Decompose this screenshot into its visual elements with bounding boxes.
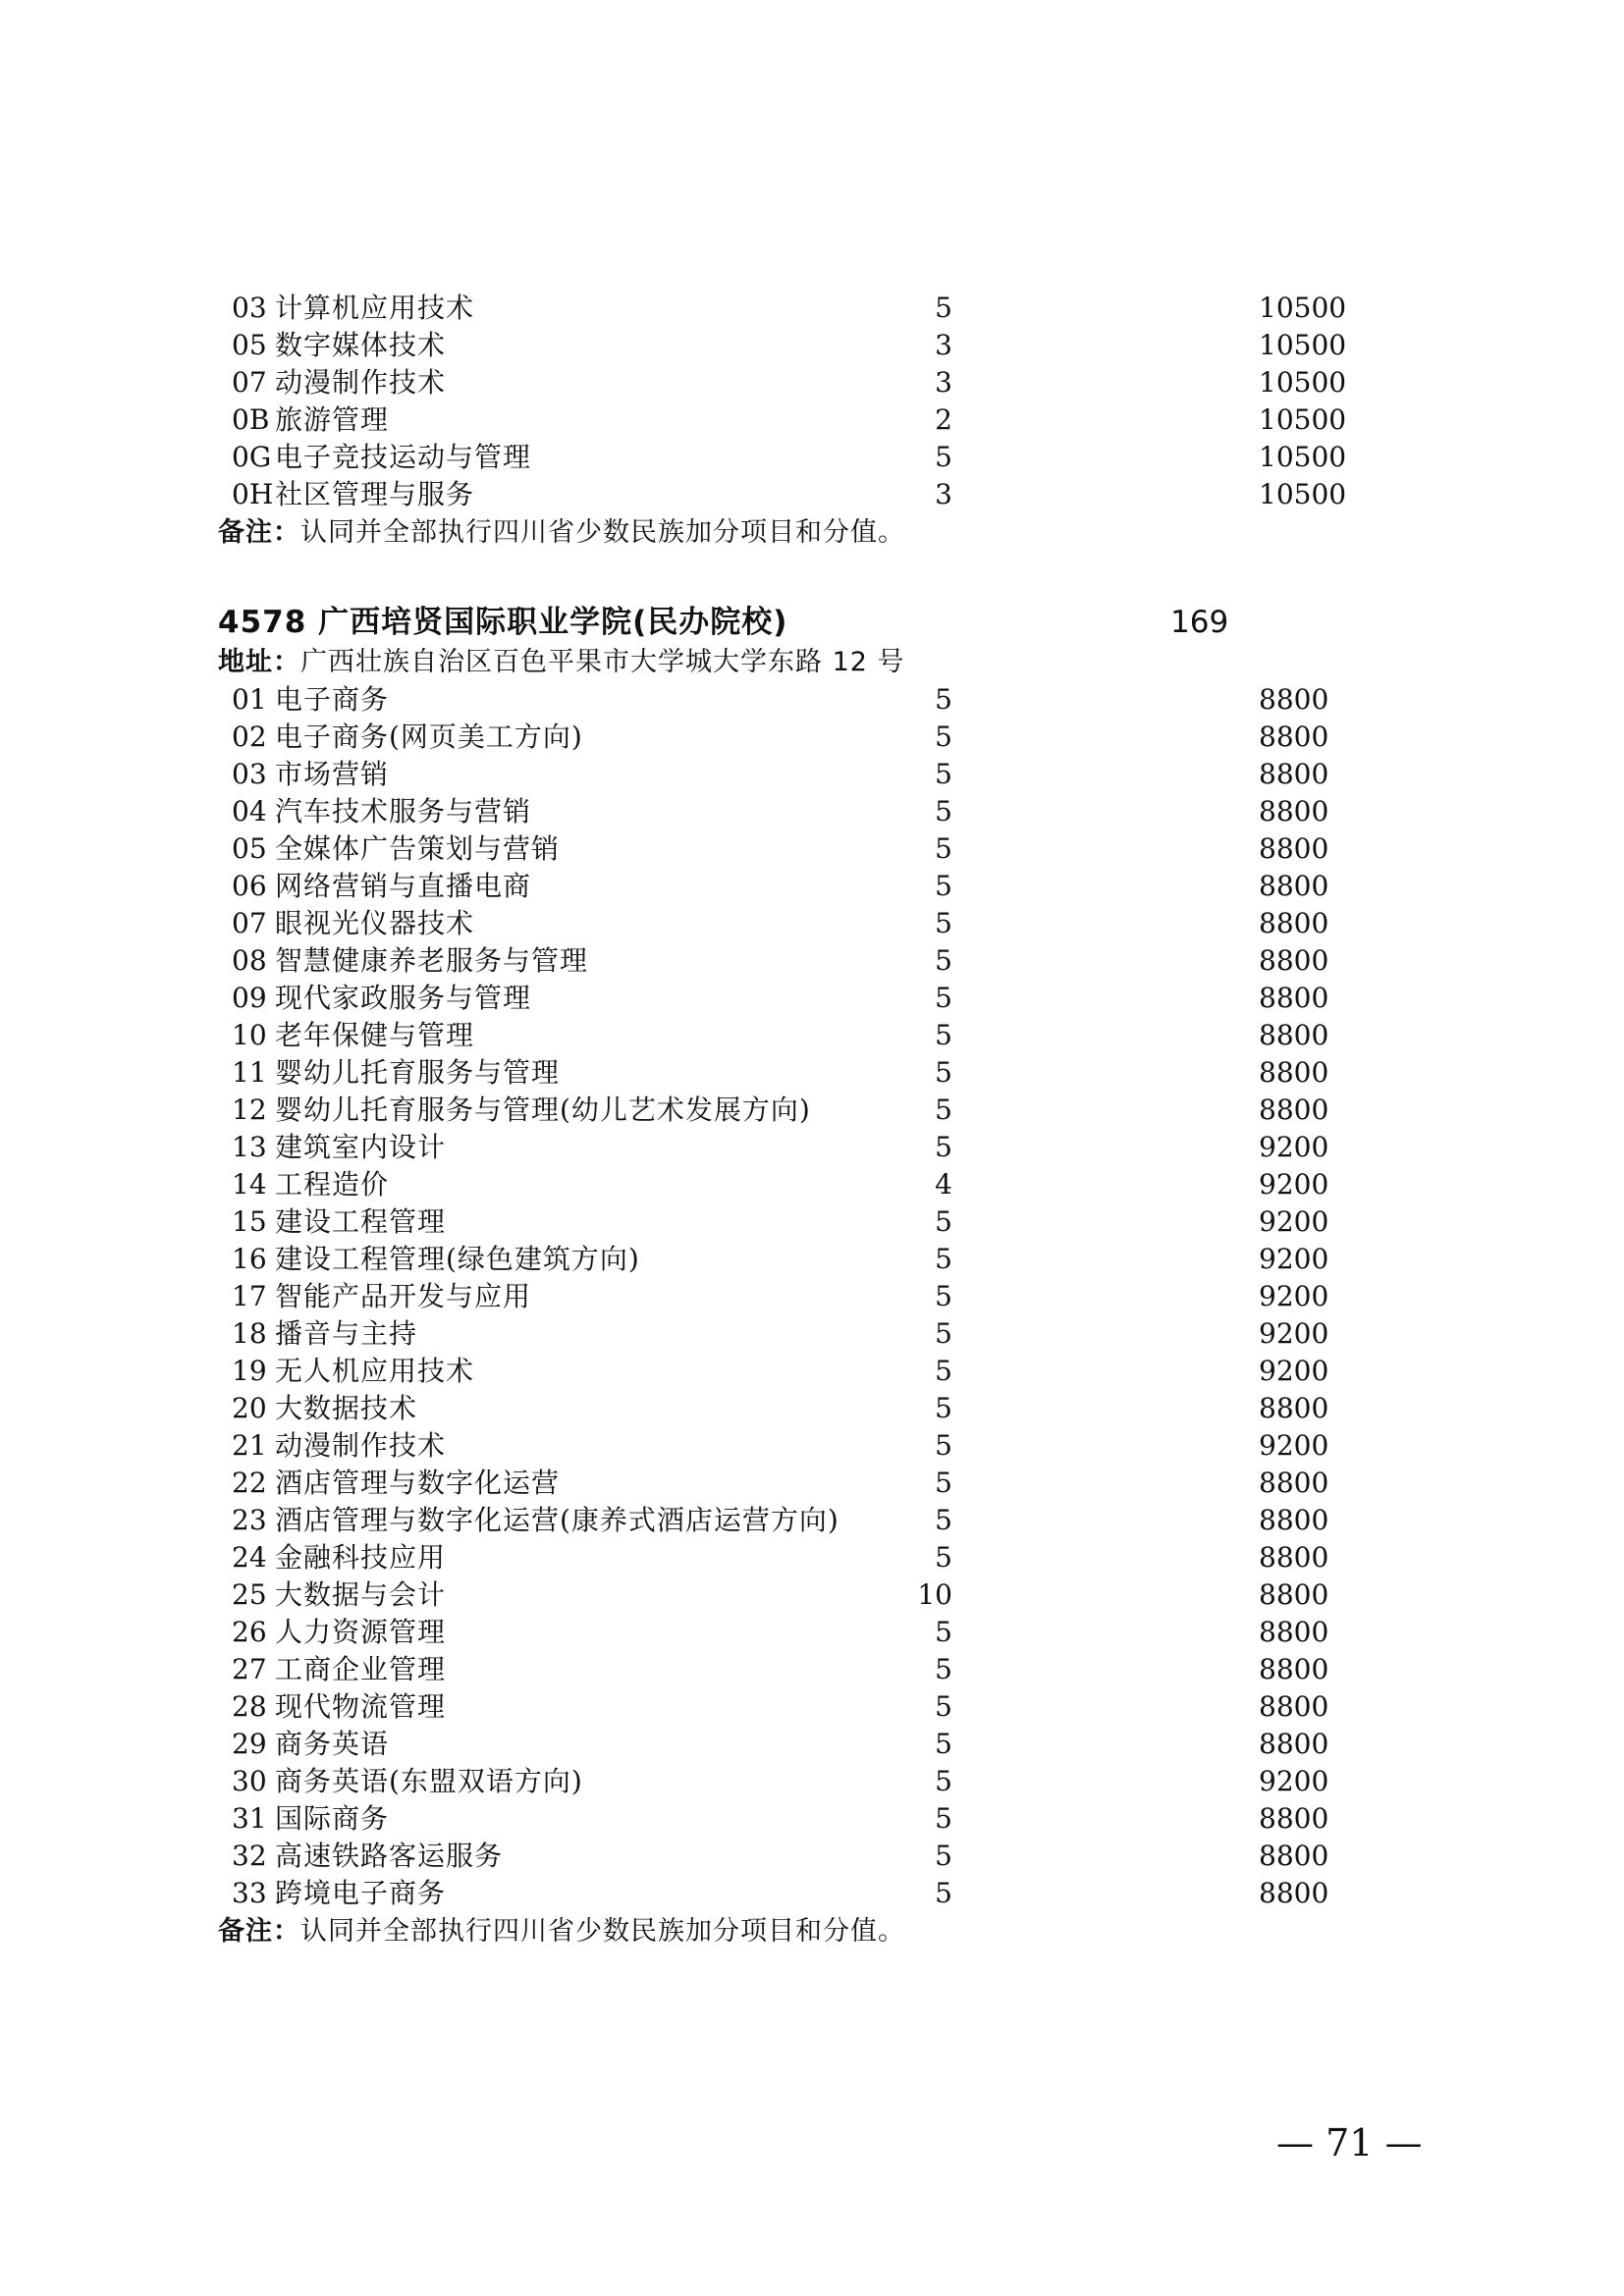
major-quota: 2 — [935, 403, 952, 436]
major-row — [218, 1838, 1357, 1875]
major-name: 跨境电子商务 — [275, 1877, 447, 1909]
major-code: 0H — [232, 478, 274, 510]
major-quota: 5 — [935, 832, 952, 865]
major-tuition: 8800 — [1259, 1616, 1329, 1648]
major-name: 社区管理与服务 — [275, 478, 475, 510]
major-tuition: 9200 — [1259, 1131, 1329, 1163]
major-quota: 3 — [935, 366, 952, 399]
major-tuition: 9200 — [1259, 1429, 1329, 1462]
major-name: 大数据技术 — [275, 1392, 418, 1424]
major-name: 电子竞技运动与管理 — [275, 441, 532, 473]
major-quota: 5 — [935, 1802, 952, 1835]
major-code: 20 — [232, 1392, 267, 1424]
major-name: 智能产品开发与应用 — [275, 1280, 532, 1312]
major-row — [218, 1315, 1357, 1353]
major-code: 26 — [232, 1616, 267, 1648]
major-tuition: 10500 — [1259, 329, 1347, 361]
page-number: — 71 — — [1276, 2121, 1423, 2164]
major-code: 03 — [232, 292, 267, 324]
major-quota: 5 — [935, 1019, 952, 1051]
major-code: 05 — [232, 832, 267, 865]
major-tuition: 8800 — [1259, 1728, 1329, 1760]
major-tuition: 9200 — [1259, 1168, 1329, 1201]
major-name: 婴幼儿托育服务与管理(幼儿艺术发展方向) — [275, 1094, 811, 1126]
school-address — [218, 644, 1357, 681]
major-code: 01 — [232, 683, 267, 716]
major-code: 14 — [232, 1168, 267, 1201]
major-row — [218, 290, 1357, 327]
major-tuition: 8800 — [1259, 1541, 1329, 1574]
previous-school-section — [218, 290, 1357, 553]
major-name: 动漫制作技术 — [275, 1429, 447, 1462]
address-label: 地址： — [218, 647, 300, 677]
major-quota: 5 — [935, 1653, 952, 1685]
major-tuition: 8800 — [1259, 1056, 1329, 1089]
major-quota: 5 — [935, 1504, 952, 1536]
major-quota: 5 — [935, 1765, 952, 1797]
major-code: 23 — [232, 1504, 267, 1536]
major-name: 建筑室内设计 — [275, 1131, 447, 1163]
major-row — [218, 1092, 1357, 1129]
major-name: 商务英语(东盟双语方向) — [275, 1765, 583, 1797]
major-name: 汽车技术服务与营销 — [275, 795, 532, 828]
major-name: 网络营销与直播电商 — [275, 870, 532, 902]
major-code: 11 — [232, 1056, 267, 1089]
major-row — [218, 1726, 1357, 1763]
school-total-quota: 169 — [1170, 605, 1229, 640]
major-name: 大数据与会计 — [275, 1578, 447, 1611]
major-quota: 5 — [935, 907, 952, 939]
major-row — [218, 439, 1357, 476]
major-tuition: 8800 — [1259, 982, 1329, 1014]
major-name: 工程造价 — [275, 1168, 390, 1201]
major-code: 07 — [232, 366, 267, 399]
major-tuition: 8800 — [1259, 1578, 1329, 1611]
major-tuition: 8800 — [1259, 795, 1329, 828]
major-name: 市场营销 — [275, 758, 390, 790]
major-row — [218, 1688, 1357, 1726]
major-code: 12 — [232, 1094, 267, 1126]
major-row — [218, 830, 1357, 868]
major-quota: 5 — [935, 1467, 952, 1499]
major-name: 眼视光仪器技术 — [275, 907, 475, 939]
major-quota: 5 — [935, 1280, 952, 1312]
major-row — [218, 1390, 1357, 1427]
major-quota: 5 — [935, 944, 952, 977]
major-row — [218, 1875, 1357, 1912]
major-row — [218, 1763, 1357, 1800]
major-tuition: 8800 — [1259, 1840, 1329, 1872]
top-remark — [218, 513, 1357, 553]
school-title: 4578 广西培贤国际职业学院(民办院校) — [218, 605, 788, 640]
major-row — [218, 868, 1357, 905]
major-name: 现代物流管理 — [275, 1690, 447, 1723]
major-code: 33 — [232, 1877, 267, 1909]
major-row — [218, 1800, 1357, 1838]
major-row — [218, 1576, 1357, 1614]
major-tuition: 8800 — [1259, 1504, 1329, 1536]
major-tuition: 8800 — [1259, 1653, 1329, 1685]
major-tuition: 8800 — [1259, 870, 1329, 902]
major-quota: 5 — [935, 1094, 952, 1126]
remark-label: 备注： — [218, 517, 300, 548]
major-code: 13 — [232, 1131, 267, 1163]
major-name: 智慧健康养老服务与管理 — [275, 944, 589, 977]
major-code: 28 — [232, 1690, 267, 1723]
major-row — [218, 1166, 1357, 1203]
major-name: 人力资源管理 — [275, 1616, 447, 1648]
major-tuition: 8800 — [1259, 1690, 1329, 1723]
bottom-remark — [218, 1912, 1357, 1951]
major-row — [218, 327, 1357, 364]
remark-label: 备注： — [218, 1916, 300, 1947]
major-tuition: 8800 — [1259, 1019, 1329, 1051]
major-row — [218, 905, 1357, 942]
major-quota: 5 — [935, 758, 952, 790]
major-code: 10 — [232, 1019, 267, 1051]
major-tuition: 10500 — [1259, 366, 1347, 399]
major-name: 建设工程管理 — [275, 1205, 447, 1238]
major-code: 06 — [232, 870, 267, 902]
major-name: 全媒体广告策划与营销 — [275, 832, 561, 865]
major-name: 金融科技应用 — [275, 1541, 447, 1574]
major-row — [218, 1017, 1357, 1054]
major-tuition: 10500 — [1259, 292, 1347, 324]
major-name: 电子商务 — [275, 683, 390, 716]
major-name: 播音与主持 — [275, 1317, 418, 1350]
major-code: 18 — [232, 1317, 267, 1350]
major-name: 无人机应用技术 — [275, 1355, 475, 1387]
major-name: 酒店管理与数字化运营(康养式酒店运营方向) — [275, 1504, 839, 1536]
major-quota: 4 — [935, 1168, 952, 1201]
major-code: 32 — [232, 1840, 267, 1872]
major-code: 25 — [232, 1578, 267, 1611]
major-code: 16 — [232, 1243, 267, 1275]
major-name: 婴幼儿托育服务与管理 — [275, 1056, 561, 1089]
major-row — [218, 942, 1357, 980]
major-quota: 5 — [935, 795, 952, 828]
major-row — [218, 1502, 1357, 1539]
address-text: 广西壮族自治区百色平果市大学城大学东路 12 号 — [300, 647, 905, 677]
major-tuition: 9200 — [1259, 1317, 1329, 1350]
major-tuition: 8800 — [1259, 832, 1329, 865]
major-row — [218, 1427, 1357, 1465]
major-row — [218, 1241, 1357, 1278]
major-tuition: 8800 — [1259, 1877, 1329, 1909]
major-tuition: 10500 — [1259, 441, 1347, 473]
major-quota: 5 — [935, 1056, 952, 1089]
major-quota: 5 — [935, 870, 952, 902]
major-quota: 5 — [935, 1429, 952, 1462]
major-quota: 5 — [935, 721, 952, 753]
major-row — [218, 719, 1357, 756]
major-row — [218, 793, 1357, 830]
major-code: 19 — [232, 1355, 267, 1387]
major-tuition: 9200 — [1259, 1243, 1329, 1275]
major-quota: 5 — [935, 1728, 952, 1760]
remark-text: 认同并全部执行四川省少数民族加分项目和分值。 — [300, 517, 905, 548]
major-row — [218, 1539, 1357, 1576]
major-quota: 10 — [917, 1578, 952, 1611]
major-tuition: 9200 — [1259, 1280, 1329, 1312]
major-code: 04 — [232, 795, 267, 828]
major-quota: 5 — [935, 1205, 952, 1238]
major-tuition: 8800 — [1259, 1094, 1329, 1126]
major-quota: 5 — [935, 1243, 952, 1275]
major-quota: 5 — [935, 1616, 952, 1648]
major-code: 22 — [232, 1467, 267, 1499]
major-row — [218, 980, 1357, 1017]
major-row — [218, 401, 1357, 439]
major-quota: 5 — [935, 441, 952, 473]
major-quota: 3 — [935, 478, 952, 510]
major-row — [218, 1651, 1357, 1688]
major-code: 30 — [232, 1765, 267, 1797]
school-header — [218, 601, 1357, 644]
major-name: 老年保健与管理 — [275, 1019, 475, 1051]
major-tuition: 9200 — [1259, 1765, 1329, 1797]
major-quota: 5 — [935, 683, 952, 716]
major-quota: 3 — [935, 329, 952, 361]
major-tuition: 8800 — [1259, 944, 1329, 977]
major-name: 建设工程管理(绿色建筑方向) — [275, 1243, 640, 1275]
major-quota: 5 — [935, 1392, 952, 1424]
major-row — [218, 1465, 1357, 1502]
major-name: 数字媒体技术 — [275, 329, 447, 361]
major-quota: 5 — [935, 292, 952, 324]
major-tuition: 9200 — [1259, 1355, 1329, 1387]
major-name: 商务英语 — [275, 1728, 390, 1760]
major-code: 05 — [232, 329, 267, 361]
major-name: 电子商务(网页美工方向) — [275, 721, 583, 753]
remark-text: 认同并全部执行四川省少数民族加分项目和分值。 — [300, 1916, 905, 1947]
major-code: 02 — [232, 721, 267, 753]
major-code: 17 — [232, 1280, 267, 1312]
major-code: 0G — [232, 441, 272, 473]
major-name: 高速铁路客运服务 — [275, 1840, 504, 1872]
major-name: 计算机应用技术 — [275, 292, 475, 324]
major-tuition: 8800 — [1259, 1392, 1329, 1424]
major-quota: 5 — [935, 982, 952, 1014]
major-code: 15 — [232, 1205, 267, 1238]
major-quota: 5 — [935, 1355, 952, 1387]
major-quota: 5 — [935, 1690, 952, 1723]
major-row — [218, 476, 1357, 513]
major-tuition: 8800 — [1259, 907, 1329, 939]
major-name: 国际商务 — [275, 1802, 390, 1835]
major-code: 03 — [232, 758, 267, 790]
major-tuition: 8800 — [1259, 758, 1329, 790]
major-row — [218, 756, 1357, 793]
top-major-list — [218, 290, 1357, 513]
major-tuition: 8800 — [1259, 1467, 1329, 1499]
major-row — [218, 1614, 1357, 1651]
major-row — [218, 1129, 1357, 1166]
major-code: 08 — [232, 944, 267, 977]
major-code: 27 — [232, 1653, 267, 1685]
major-name: 酒店管理与数字化运营 — [275, 1467, 561, 1499]
major-code: 07 — [232, 907, 267, 939]
major-tuition: 8800 — [1259, 1802, 1329, 1835]
major-code: 24 — [232, 1541, 267, 1574]
major-tuition: 9200 — [1259, 1205, 1329, 1238]
major-row — [218, 1353, 1357, 1390]
major-tuition: 8800 — [1259, 721, 1329, 753]
major-tuition: 10500 — [1259, 478, 1347, 510]
major-code: 09 — [232, 982, 267, 1014]
major-tuition: 8800 — [1259, 683, 1329, 716]
major-row — [218, 681, 1357, 719]
major-name: 工商企业管理 — [275, 1653, 447, 1685]
major-quota: 5 — [935, 1131, 952, 1163]
major-quota: 5 — [935, 1541, 952, 1574]
major-row — [218, 1054, 1357, 1092]
major-quota: 5 — [935, 1877, 952, 1909]
major-code: 21 — [232, 1429, 267, 1462]
major-name: 动漫制作技术 — [275, 366, 447, 399]
school-section — [218, 601, 1357, 1951]
major-name: 现代家政服务与管理 — [275, 982, 532, 1014]
major-quota: 5 — [935, 1317, 952, 1350]
major-row — [218, 364, 1357, 401]
major-list — [218, 681, 1357, 1912]
major-code: 0B — [232, 403, 270, 436]
major-row — [218, 1278, 1357, 1315]
major-code: 31 — [232, 1802, 267, 1835]
major-row — [218, 1203, 1357, 1241]
major-quota: 5 — [935, 1840, 952, 1872]
major-name: 旅游管理 — [275, 403, 390, 436]
major-tuition: 10500 — [1259, 403, 1347, 436]
major-code: 29 — [232, 1728, 267, 1760]
